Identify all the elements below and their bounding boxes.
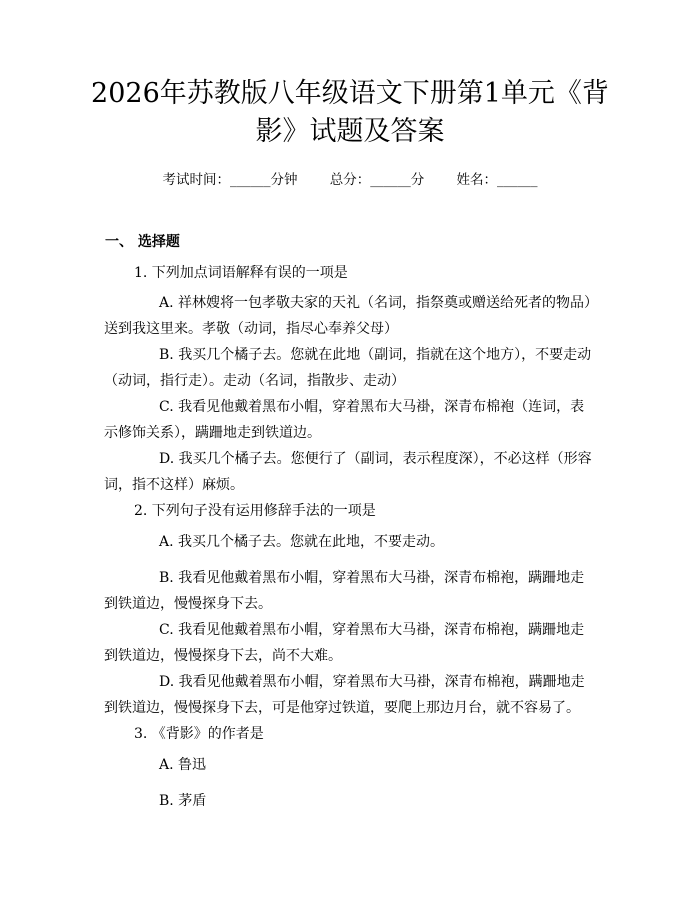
question-2-stem: 2. 下列句子没有运用修辞手法的一项是 <box>134 503 376 519</box>
question-1-stem: 1. 下列加点词语解释有误的一项是 <box>134 265 348 281</box>
question-1-option-a: A. 祥林嫂将一包孝敬夫家的天礼（名词，指祭奠或赠送给死者的物品）送到我这里来。孝敬（动词，指尽心奉养父母） <box>104 295 592 337</box>
question-1-option-c: C. 我看见他戴着黑布小帽，穿着黑布大马褂，深青布棉袍（连词，表示修饰关系），蹒跚地走到铁道边。 <box>104 399 585 441</box>
question-1-option-d: D. 我买几个橘子去。您便行了（副词，表示程度深），不必这样（形容词，指不这样）麻烦。 <box>104 451 592 493</box>
question-2-option-d: D. 我看见他戴着黑布小帽，穿着黑布大马褂，深青布棉袍，蹒跚地走到铁道边，慢慢探身下去，可是他穿过铁道，要爬上那边月台，就不容易了。 <box>104 674 585 716</box>
document-title: 2026年苏教版八年级语文下册第1单元《背影》试题及答案 <box>91 78 609 147</box>
exam-info-line <box>0 168 700 188</box>
question-1-option-b: B. 我买几个橘子去。您就在此地（副词，指就在这个地方），不要走动（动词，指行走）。走动（名词，指散步、走动） <box>104 347 592 389</box>
exam-time: 考试时间：______分钟 <box>162 172 298 188</box>
exam-score: 总分：______分 <box>329 172 425 188</box>
question-3-stem: 3. 《背影》的作者是 <box>134 726 264 742</box>
question-2-option-c: C. 我看见他戴着黑布小帽，穿着黑布大马褂，深青布棉袍，蹒跚地走到铁道边，慢慢探身下去，尚不大难。 <box>104 622 585 664</box>
question-2-option-b: B. 我看见他戴着黑布小帽，穿着黑布大马褂，深青布棉袍，蹒跚地走到铁道边，慢慢探身下去。 <box>104 570 585 612</box>
question-3-option-a: A. 鲁迅 <box>159 757 207 773</box>
student-name: 姓名：______ <box>456 172 538 188</box>
question-2-option-a: A. 我买几个橘子去。您就在此地，不要走动。 <box>159 534 445 550</box>
section-heading: 一、 选择题 <box>105 234 180 250</box>
question-3-option-b: B. 茅盾 <box>159 793 207 809</box>
